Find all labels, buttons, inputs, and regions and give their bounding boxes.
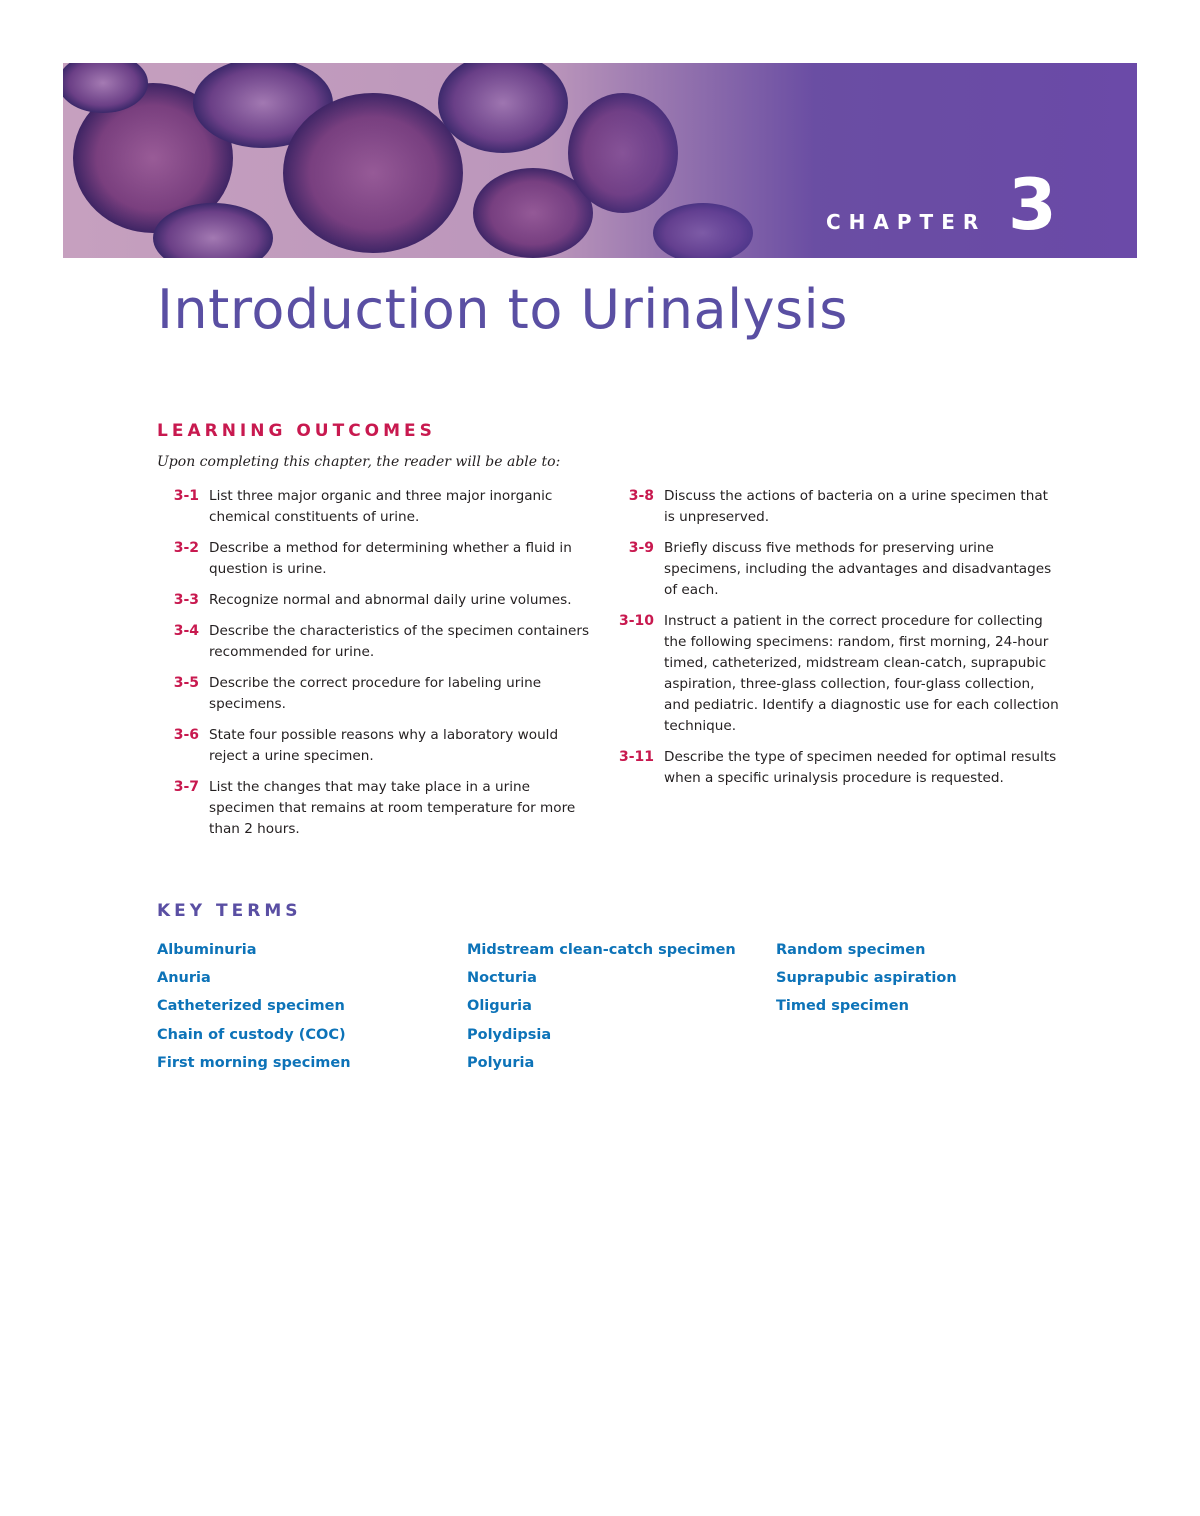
outcome-number: 3-9 [628, 540, 654, 556]
key-terms-heading: KEY TERMS [157, 901, 302, 921]
key-term[interactable]: Suprapubic aspiration [776, 970, 957, 987]
learning-outcome-item [157, 673, 597, 715]
key-terms-column-2 [467, 936, 736, 1077]
outcome-text: Discuss the actions of bacteria on a urine specimen that is unpreserved. [664, 488, 1049, 525]
outcome-text: Recognize normal and abnormal daily urine volumes. [209, 592, 572, 608]
learning-outcomes-intro: Upon completing this chapter, the reader will be able to: [157, 454, 561, 470]
chapter-label: CHAPTER [826, 210, 987, 234]
learning-outcome-item [157, 538, 597, 580]
key-term[interactable]: Oliguria [467, 998, 532, 1015]
outcome-text: Describe a method for determining whether a fluid in question is urine. [209, 540, 572, 577]
key-terms-column-1 [157, 936, 351, 1077]
outcome-number: 3-11 [618, 749, 654, 765]
key-term[interactable]: Midstream clean-catch specimen [467, 942, 736, 958]
learning-outcome-item [157, 486, 597, 528]
key-term[interactable]: Polydipsia [467, 1026, 552, 1043]
outcome-text: List the changes that may take place in a urine specimen that remains at room temperature for more than 2 hours. [209, 779, 576, 837]
outcome-number: 3-8 [628, 488, 654, 504]
outcome-number: 3-1 [173, 488, 199, 504]
key-terms-column-3 [776, 936, 957, 1021]
learning-outcomes-right-column [612, 486, 1062, 799]
learning-outcomes-left-column [157, 486, 597, 850]
learning-outcome-item [612, 611, 1062, 737]
key-term[interactable]: Albuminuria [157, 942, 257, 958]
learning-outcome-item [612, 538, 1062, 601]
outcome-text: State four possible reasons why a laboratory would reject a urine specimen. [209, 727, 559, 764]
outcome-number: 3-2 [173, 540, 199, 556]
key-term[interactable]: Chain of custody (COC) [157, 1026, 346, 1043]
outcome-number: 3-10 [618, 613, 654, 629]
learning-outcome-item [157, 621, 597, 663]
key-term[interactable]: Anuria [157, 970, 211, 987]
outcome-number: 3-4 [173, 623, 199, 639]
outcome-text: Briefly discuss five methods for preserving urine specimens, including the advantages and disadvantages of each. [664, 540, 1052, 598]
outcome-number: 3-5 [173, 675, 199, 691]
outcome-number: 3-7 [173, 779, 199, 795]
learning-outcome-item [157, 590, 597, 611]
learning-outcome-item [157, 725, 597, 767]
key-term[interactable]: First morning specimen [157, 1054, 351, 1071]
key-term[interactable]: Catheterized specimen [157, 998, 345, 1015]
chapter-number: 3 [1008, 164, 1057, 246]
key-term[interactable]: Polyuria [467, 1054, 535, 1071]
learning-outcome-item [157, 777, 597, 840]
outcome-text: Describe the correct procedure for labeling urine specimens. [209, 675, 542, 712]
learning-outcome-item [612, 486, 1062, 528]
outcome-number: 3-6 [173, 727, 199, 743]
outcome-text: Describe the characteristics of the specimen containers recommended for urine. [209, 623, 590, 660]
outcome-number: 3-3 [173, 592, 199, 608]
key-term[interactable]: Timed specimen [776, 998, 909, 1015]
learning-outcomes-heading: LEARNING OUTCOMES [157, 421, 436, 441]
outcome-text: Describe the type of specimen needed for optimal results when a specific urinalysis procedure is requested. [664, 749, 1057, 786]
outcome-text: List three major organic and three major inorganic chemical constituents of urine. [209, 488, 553, 525]
learning-outcome-item [612, 747, 1062, 789]
chapter-title: Introduction to Urinalysis [157, 278, 848, 341]
key-term[interactable]: Random specimen [776, 942, 926, 958]
key-term[interactable]: Nocturia [467, 970, 537, 987]
outcome-text: Instruct a patient in the correct procedure for collecting the following specimens: random, first morning, 24-hour timed, catheterized, midstream clean-catch, suprapubic aspiration, three-glass collection, four-glass collection, and pediatric. Identify a diagnostic use for each collection technique. [664, 613, 1059, 734]
